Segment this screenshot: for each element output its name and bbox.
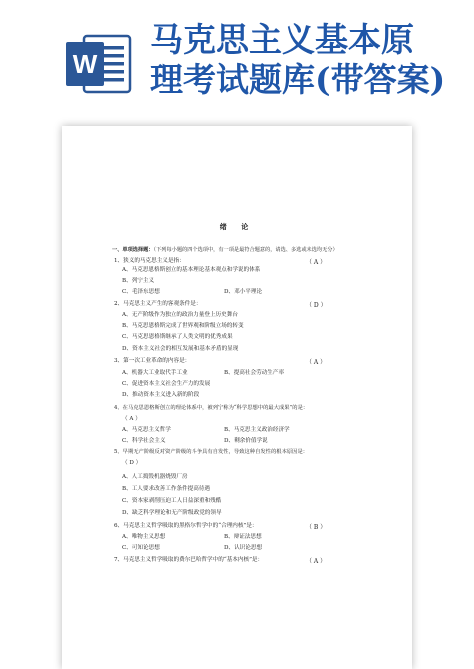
answer-key: （ A ）	[306, 558, 327, 565]
title-line-2: 理考试题库(带答案)	[150, 60, 446, 99]
option: C、马克思恩格斯继承了人类文明的优秀成果	[122, 334, 233, 340]
document-page	[62, 126, 412, 669]
option: B、马克思恩格斯完成了世界观和阶级立场的转变	[122, 323, 244, 329]
option: D、剩余价值学说	[224, 438, 268, 444]
option: A、人工捣毁机器烧毁厂房	[122, 474, 188, 480]
question-stem: 6、马克思主义哲学吸取的黑格尔哲学中的“合理内核”是：	[114, 523, 258, 529]
answer-key: （ A ）	[122, 416, 141, 422]
option: C、科学社会主义	[122, 438, 166, 444]
option: A、无产阶级作为独立的政治力量登上历史舞台	[122, 312, 238, 318]
option: C、可知论思想	[122, 545, 160, 551]
question-stem: 4、在马克思恩格斯创立的理论体系中，被列宁称为“科学思想中的最大成果”的是：	[114, 405, 309, 411]
instructions	[112, 246, 338, 253]
option: C、毛泽东思想	[122, 289, 160, 295]
answer-key: （ B ）	[306, 524, 327, 531]
question-stem: 3、第一次工业革命的内容是：	[114, 358, 191, 364]
word-document-icon	[62, 28, 134, 100]
option: D、缺乏科学理论和无产阶级政党的领导	[122, 510, 222, 516]
option: B、工人要求改善工作条件提高待遇	[122, 486, 211, 492]
option: A、马克思主义哲学	[122, 427, 171, 433]
option: D、邓小平理论	[224, 289, 263, 295]
header-banner	[0, 0, 474, 120]
option: D、认识论思想	[224, 545, 263, 551]
option: A、唯物主义思想	[122, 534, 166, 540]
instructions-label: 一、单项选择题：	[112, 247, 154, 253]
document-title	[150, 20, 470, 100]
option: B、辩证法思想	[224, 534, 262, 540]
option: B、提高社会劳动生产率	[224, 370, 285, 376]
instructions-text: （下列每小题的四个选项中，有一项是最符合题意的，请选、多选或未选均无分）	[153, 247, 338, 253]
answer-key: （ A ）	[306, 259, 327, 266]
answer-key: （ A ）	[306, 359, 327, 366]
answer-key: （ D ）	[306, 302, 327, 309]
question-stem: 5、早期无产阶级反对资产阶级的斗争具有自发性，导致这种自发性的根本原因是：	[114, 449, 309, 455]
option: B、马克思主义政治经济学	[224, 427, 290, 433]
option: C、促进资本主义社会生产力的发展	[122, 381, 211, 387]
option: C、资本家剥削压迫工人日益深重和残酷	[122, 498, 222, 504]
answer-key: （ D ）	[122, 460, 142, 466]
section-heading: 绪 论	[219, 222, 255, 231]
page-content	[62, 126, 412, 669]
question-stem: 7、马克思主义哲学吸取的费尔巴哈哲学中的“基本内核”是：	[114, 557, 264, 563]
title-line-1: 马克思主义基本原	[150, 20, 414, 59]
option: A、机器大工业取代手工业	[122, 370, 188, 376]
question-stem: 2、马克思主义产生的客观条件是：	[114, 301, 202, 307]
option: D、推动资本主义进入新的阶段	[122, 392, 200, 398]
question-stem: 1、狭义的马克思主义是指：	[114, 258, 185, 264]
option: D、资本主义社会的相互发展和基本矛盾的显现	[122, 346, 239, 352]
option: A、马克思恩格斯创立的基本理论基本观点和学说的体系	[122, 267, 261, 273]
logo-letter: W	[72, 49, 98, 79]
option: B、列宁主义	[122, 278, 155, 284]
